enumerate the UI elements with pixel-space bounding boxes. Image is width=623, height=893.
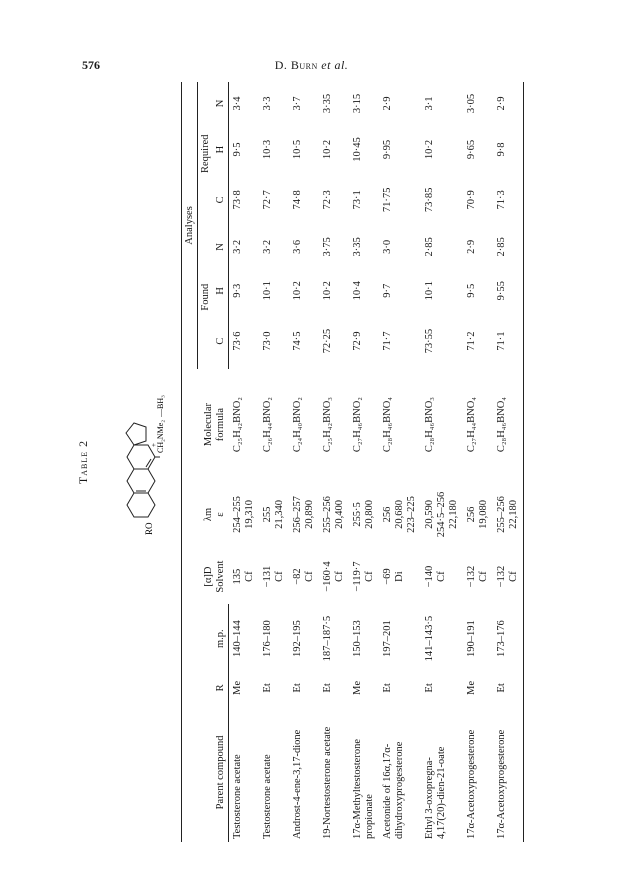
lambda-epsilon-cell — [493, 480, 524, 549]
alpha-value: −131 — [261, 565, 273, 588]
found-h-cell: 9·5 — [465, 283, 477, 298]
found-n-cell: 3·2 — [261, 239, 273, 254]
alpha-solvent-cell — [493, 549, 524, 605]
parent-compound-cell — [463, 703, 493, 842]
lambda-epsilon-line: 223–225 — [405, 496, 417, 533]
mp-cell: 141–143·5 — [423, 615, 435, 662]
r-cell: Et — [261, 683, 273, 693]
mp-cell: 190–191 — [465, 620, 477, 658]
required-n-cell: 3·3 — [261, 96, 273, 111]
parent-compound-line: 19-Nortestosterone acetate — [321, 726, 333, 839]
table-row — [379, 82, 421, 842]
borane-label: —BH₃ — [156, 395, 165, 417]
mp-cell: 173–176 — [493, 604, 524, 673]
alpha-solvent-cell — [421, 549, 463, 605]
r-cell: Me — [465, 680, 477, 695]
found-c-cell: 72·25 — [321, 328, 333, 354]
solvent-value: Cf — [333, 571, 345, 582]
found-h-cell: 10·2 — [321, 281, 333, 301]
required-n-cell: 3·4 — [232, 96, 243, 111]
parent-compound-line: Testosterone acetate — [232, 754, 243, 839]
alpha-solvent-cell — [379, 549, 421, 605]
alpha-value: 135 — [231, 568, 243, 585]
found-h-cell: 9·3 — [232, 283, 243, 298]
lambda-epsilon-cell — [379, 480, 421, 549]
required-h-cell: 9·8 — [493, 125, 524, 174]
formula-cell: C₂₈H₄₆BNO₄ — [381, 397, 393, 453]
found-c-cell: 73·55 — [423, 328, 435, 354]
solvent-value: Cf — [363, 571, 375, 582]
found-c-cell: 73·6 — [232, 331, 243, 351]
mp-cell: 140–144 — [232, 620, 243, 658]
alpha-value: −69 — [381, 568, 393, 585]
found-h-cell: 10·4 — [351, 281, 363, 301]
lambda-epsilon-line: 20,680 — [393, 500, 405, 529]
found-c-cell: 72·9 — [351, 331, 363, 351]
required-n-cell: 3·1 — [423, 96, 435, 111]
found-h-header: H — [213, 268, 229, 313]
found-n-cell: 2·9 — [465, 239, 477, 254]
solvent-value: Di — [393, 571, 405, 582]
required-c-cell: 70·9 — [465, 190, 477, 210]
found-c-cell: 71·2 — [465, 331, 477, 351]
molecular-label: Molecular — [202, 403, 214, 447]
lambda-header — [182, 480, 229, 549]
found-c-cell: 74·5 — [291, 331, 303, 351]
table-row — [493, 82, 524, 842]
found-n-cell: 2·85 — [493, 226, 524, 269]
lambda-epsilon-line: 21,340 — [273, 500, 285, 529]
table-row — [349, 82, 379, 842]
lambda-epsilon-cell — [463, 480, 493, 549]
found-n-cell: 3·6 — [291, 239, 303, 254]
table-row — [229, 82, 259, 842]
running-head-author: D. Burn — [274, 58, 318, 72]
required-h-cell: 9·65 — [465, 139, 477, 160]
data-table — [181, 82, 524, 842]
parent-compound-line: dihydroxyprogesterone — [393, 741, 405, 839]
formula-cell: C₂₈H₄₆BNO₄ — [493, 369, 524, 480]
alpha-solvent-cell — [229, 549, 259, 605]
found-n-cell: 3·2 — [232, 239, 243, 254]
parent-compound-cell — [379, 703, 421, 842]
alpha-value: −119·7 — [351, 561, 363, 592]
lambda-epsilon-line: 20,890 — [303, 500, 315, 529]
lambda-epsilon-line: 255–256 — [321, 496, 333, 533]
charge-label: + — [150, 443, 158, 447]
alpha-value: −132 — [495, 565, 507, 588]
lambda-epsilon-line: 256 — [465, 506, 477, 523]
found-c-header: C — [213, 313, 229, 369]
required-c-cell: 72·3 — [321, 190, 333, 210]
solvent-value: Cf — [477, 571, 489, 582]
lambda-epsilon-cell — [421, 480, 463, 549]
mp-header: m.p. — [213, 604, 229, 673]
found-h-cell: 9·55 — [493, 268, 524, 313]
ro-label: RO — [144, 522, 154, 535]
required-c-cell: 71·3 — [493, 174, 524, 225]
lambda-epsilon-cell — [229, 480, 259, 549]
required-header: Required — [200, 134, 211, 173]
found-c-cell: 71·1 — [493, 313, 524, 369]
required-c-cell: 71·75 — [381, 187, 393, 213]
required-n-cell: 3·35 — [321, 93, 333, 114]
alpha-value: −132 — [465, 565, 477, 588]
lambda-epsilon-line: 256 — [381, 506, 393, 523]
page-number: 576 — [82, 58, 100, 72]
mp-cell: 176–180 — [261, 620, 273, 658]
table-row — [259, 82, 289, 842]
formula-cell: C₂₇H₄₆BNO₂ — [351, 397, 363, 453]
alpha-value: −160·4 — [321, 561, 333, 592]
parent-compound-line: Testosterone acetate — [261, 754, 273, 839]
lambda-epsilon-line: 254·5–256 — [435, 491, 447, 538]
alpha-value: −82 — [291, 568, 303, 585]
lambda-epsilon-line: 255·5 — [351, 502, 363, 527]
lambda-epsilon-line: 22,180 — [447, 500, 459, 529]
table-row — [289, 82, 319, 842]
mp-cell: 197–201 — [381, 620, 393, 658]
required-h-cell: 10·45 — [351, 137, 363, 162]
substituent-label: CH₂NMe₂ — [156, 419, 165, 453]
required-h-cell: 10·5 — [291, 139, 303, 160]
lambda-epsilon-line: 20,800 — [363, 500, 375, 529]
found-c-cell: 71·7 — [381, 331, 393, 351]
lambda-epsilon-line: 254–255 — [231, 496, 243, 533]
parent-compound-line: 17α-Acetoxyprogesterone — [495, 729, 507, 839]
required-c-header: C — [213, 174, 229, 225]
required-h-cell: 9·95 — [381, 139, 393, 160]
found-n-cell: 3·75 — [321, 237, 333, 257]
required-h-cell: 10·2 — [423, 139, 435, 160]
parent-compound-line: propionate — [363, 794, 375, 839]
table-row — [421, 82, 463, 842]
lambda-epsilon-line: 256–257 — [291, 496, 303, 533]
parent-compound-line: Acetonide of 16α,17α- — [381, 743, 393, 839]
parent-compound-cell — [259, 703, 289, 842]
required-c-cell: 72·7 — [261, 190, 273, 210]
lambda-epsilon-line: 22,180 — [507, 500, 519, 529]
lambda-epsilon-line: 20,400 — [333, 500, 345, 529]
lambda-epsilon-line: 20,590 — [423, 500, 435, 529]
required-h-header: H — [213, 125, 229, 174]
parent-compound-line: 4,17(20)-dien-21-oate — [435, 746, 447, 839]
r-cell: Me — [351, 680, 363, 695]
table-title: Table 2 — [76, 439, 90, 485]
required-c-cell: 73·85 — [423, 187, 435, 213]
found-h-cell: 10·1 — [423, 281, 435, 301]
alpha-solvent-cell — [463, 549, 493, 605]
parent-compound-line: Ethyl 3-oxopregna- — [423, 757, 435, 839]
formula-cell: C₂₈H₄₆BNO₃ — [423, 397, 435, 453]
alpha-value: −140 — [423, 565, 435, 588]
required-n-cell: 3·05 — [465, 93, 477, 114]
parent-compound-cell — [493, 703, 524, 842]
required-n-cell: 2·9 — [381, 96, 393, 111]
mp-cell: 150–153 — [351, 620, 363, 658]
running-head — [0, 58, 623, 73]
found-n-cell: 3·0 — [381, 239, 393, 254]
r-cell: Et — [291, 683, 303, 693]
found-c-cell: 73·0 — [261, 331, 273, 351]
solvent-value: Cf — [435, 571, 447, 582]
required-c-cell: 74·8 — [291, 190, 303, 210]
found-h-cell: 9·7 — [381, 283, 393, 298]
formula-cell: C₂₇H₄₄BNO₄ — [465, 397, 477, 453]
formula-label: formula — [214, 407, 226, 442]
r-cell: Et — [321, 683, 333, 693]
r-cell: Et — [493, 673, 524, 703]
parent-compound-header: Parent compound — [213, 703, 229, 842]
parent-compound-cell — [319, 703, 349, 842]
alpha-solvent-cell — [349, 549, 379, 605]
rotated-table-block — [76, 82, 546, 842]
r-cell: Me — [232, 680, 243, 695]
found-n-cell: 3·35 — [351, 237, 363, 257]
header-row-1 — [182, 82, 198, 842]
required-c-cell: 73·8 — [232, 190, 243, 210]
solvent-value: Cf — [303, 571, 315, 582]
formula-cell: C₂₅H₄₂BNO₃ — [321, 397, 333, 453]
r-header: R — [213, 673, 229, 703]
required-n-cell: 2·9 — [493, 82, 524, 125]
solvent-label: Solvent — [214, 560, 226, 593]
alpha-solvent-cell — [289, 549, 319, 605]
found-h-cell: 10·1 — [261, 281, 273, 301]
required-n-cell: 3·7 — [291, 96, 303, 111]
required-n-cell: 3·15 — [351, 93, 363, 114]
alpha-label: [α]D — [202, 566, 214, 587]
table-row — [463, 82, 493, 842]
found-n-header: N — [213, 226, 229, 269]
alpha-solvent-cell — [319, 549, 349, 605]
parent-compound-cell — [349, 703, 379, 842]
lambda-epsilon-cell — [289, 480, 319, 549]
lambda-epsilon-cell — [349, 480, 379, 549]
lambda-epsilon-line: 255 — [261, 506, 273, 523]
alpha-solvent-cell — [259, 549, 289, 605]
required-h-cell: 10·2 — [321, 139, 333, 160]
lambda-epsilon-line: 19,310 — [243, 500, 255, 529]
analyses-header: Analyses — [182, 82, 198, 369]
alpha-header — [182, 549, 229, 605]
parent-compound-line: 17α-Acetoxyprogesterone — [465, 729, 477, 839]
lambda-epsilon-line: 255–256 — [495, 496, 507, 533]
parent-compound-line: 17α-Methyltestosterone — [351, 739, 363, 839]
solvent-value: Cf — [243, 571, 255, 582]
formula-cell: C₂₆H₄₄BNO₂ — [261, 397, 273, 453]
r-cell: Et — [381, 683, 393, 693]
solvent-value: Cf — [273, 571, 285, 582]
parent-compound-cell — [229, 703, 259, 842]
parent-compound-cell — [421, 703, 463, 842]
formula-cell: C₂₄H₄₀BNO₂ — [291, 397, 303, 453]
r-cell: Et — [423, 683, 435, 693]
lambda-epsilon-line: 19,080 — [477, 500, 489, 529]
required-h-cell: 10·3 — [261, 139, 273, 160]
found-h-cell: 10·2 — [291, 281, 303, 301]
required-c-cell: 73·1 — [351, 190, 363, 210]
lambda-label: λm — [202, 507, 214, 522]
mp-cell: 187–187·5 — [321, 615, 333, 662]
formula-cell: C₂₅H₄₂BNO₂ — [231, 397, 243, 453]
solvent-value: Cf — [507, 571, 519, 582]
table-row — [319, 82, 349, 842]
found-header: Found — [200, 283, 211, 311]
running-head-suffix: et al. — [321, 58, 349, 72]
parent-compound-line: Androst-4-ene-3,17-dione — [291, 729, 303, 839]
found-n-cell: 2·85 — [423, 237, 435, 257]
epsilon-label: ε — [214, 512, 226, 517]
required-n-header: N — [213, 82, 229, 125]
lambda-epsilon-cell — [259, 480, 289, 549]
parent-compound-cell — [289, 703, 319, 842]
mp-cell: 192–195 — [291, 620, 303, 658]
steroid-structure-diagram — [94, 377, 164, 537]
molecular-formula-header — [182, 369, 229, 480]
lambda-epsilon-cell — [319, 480, 349, 549]
required-h-cell: 9·5 — [232, 142, 243, 157]
